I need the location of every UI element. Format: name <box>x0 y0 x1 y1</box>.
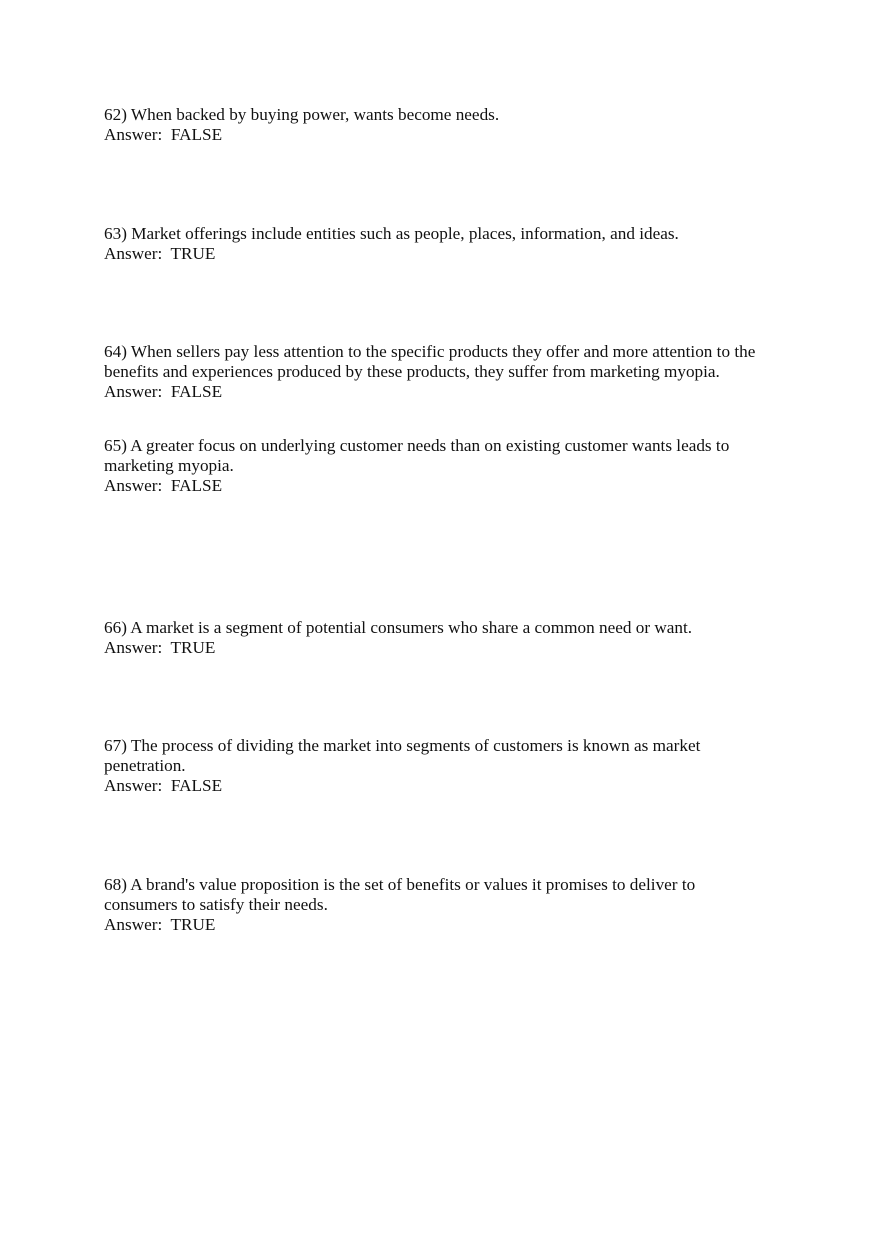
answer: Answer: TRUE <box>104 243 216 263</box>
question-65 <box>104 436 729 495</box>
question-text: penetration. <box>104 755 186 775</box>
question-64 <box>104 342 755 401</box>
question-63 <box>104 224 679 264</box>
question-text: 65) A greater focus on underlying customer needs than on existing customer wants leads to <box>104 436 730 455</box>
answer: Answer: TRUE <box>104 914 216 934</box>
answer: Answer: TRUE <box>104 637 216 657</box>
answer: Answer: FALSE <box>104 775 223 795</box>
question-62 <box>104 105 499 145</box>
answer: Answer: FALSE <box>104 381 223 401</box>
question-text: 62) When backed by buying power, wants become needs. <box>104 105 500 124</box>
question-text: marketing myopia. <box>104 455 234 475</box>
question-text: 63) Market offerings include entities such as people, places, information, and ideas. <box>104 224 679 243</box>
question-66 <box>104 618 692 658</box>
answer: Answer: FALSE <box>104 124 223 144</box>
answer: Answer: FALSE <box>104 475 223 495</box>
question-text: 66) A market is a segment of potential consumers who share a common need or want. <box>104 618 693 637</box>
question-text: 67) The process of dividing the market into segments of customers is known as market <box>104 736 701 755</box>
question-text: consumers to satisfy their needs. <box>104 894 328 914</box>
question-text: 68) A brand's value proposition is the set of benefits or values it promises to deliver to <box>104 875 696 894</box>
question-67 <box>104 736 700 795</box>
question-text: benefits and experiences produced by these products, they suffer from marketing myopia. <box>104 361 720 381</box>
question-text: 64) When sellers pay less attention to the specific products they offer and more attention to the <box>104 342 756 361</box>
question-68 <box>104 875 695 934</box>
